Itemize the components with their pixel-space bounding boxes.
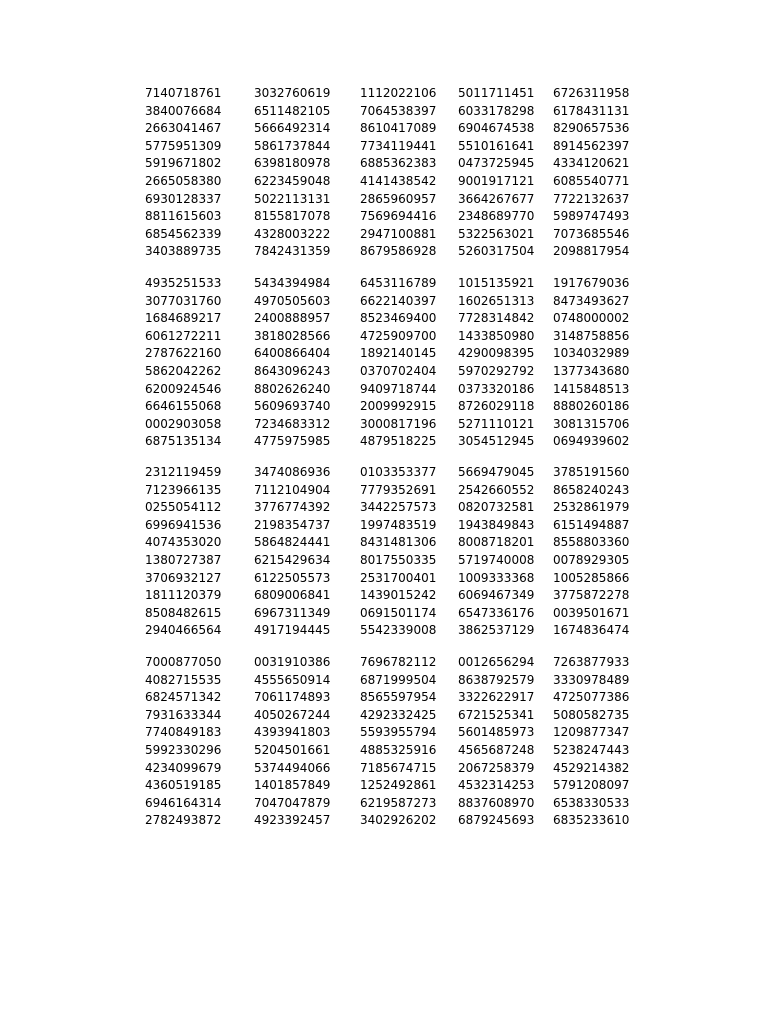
number-cell: 3148758856: [553, 328, 630, 343]
number-cell: 7931633344: [145, 707, 222, 722]
number-cell: 8473493627: [553, 293, 630, 308]
number-cell: 4917194445: [254, 623, 331, 638]
number-cell: 6946164314: [145, 795, 222, 810]
number-cell: 3000817196: [360, 416, 437, 431]
number-cell: 6538330533: [553, 795, 630, 810]
number-cell: 4879518225: [360, 434, 437, 449]
number-cell: 1684689217: [145, 311, 222, 326]
number-cell: 5601485973: [458, 725, 535, 740]
number-cell: 3032760619: [254, 86, 331, 100]
number-cell: 8508482615: [145, 605, 222, 620]
number-cell: 6400866404: [254, 346, 331, 361]
number-cell: 1602651313: [458, 293, 535, 308]
number-cell: 2400888957: [254, 311, 331, 326]
number-cell: 0039501671: [553, 605, 630, 620]
number-cell: 6854562339: [145, 226, 222, 241]
number-cell: 1997483519: [360, 517, 437, 532]
number-cell: 3818028566: [254, 328, 331, 343]
number-cell: 6219587273: [360, 795, 437, 810]
number-cell: 7064538397: [360, 103, 437, 118]
number-cell: 8431481306: [360, 535, 437, 550]
number-cell: 0103353377: [360, 465, 437, 479]
number-cell: 5238247443: [553, 742, 630, 757]
number-cell: 2665058380: [145, 173, 222, 188]
number-cell: 8610417089: [360, 121, 437, 136]
number-cell: 1005285866: [553, 570, 630, 585]
number-cell: 0748000002: [553, 311, 630, 326]
number-cell: 5775951309: [145, 138, 222, 153]
number-cell: 6885362383: [360, 156, 437, 171]
number-cell: 8558803360: [553, 535, 630, 550]
number-cell: 8811615603: [145, 209, 222, 224]
number-cell: 0820732581: [458, 500, 535, 515]
number-cell: 4334120621: [553, 156, 630, 171]
number-cell: 1674836474: [553, 623, 630, 638]
number-cell: 6875135134: [145, 434, 222, 449]
number-cell: 2098817954: [553, 244, 630, 259]
number-cell: 4885325916: [360, 742, 437, 757]
number-cell: 6547336176: [458, 605, 535, 620]
number-cell: 6151494887: [553, 517, 630, 532]
number-cell: 6215429634: [254, 552, 331, 567]
number-cell: 4082715535: [145, 672, 222, 687]
number-cell: 6930128337: [145, 191, 222, 206]
number-cell: 2947100881: [360, 226, 437, 241]
number-cell: 5864824441: [254, 535, 331, 550]
number-cell: 8837608970: [458, 795, 535, 810]
number-cell: 7569694416: [360, 209, 437, 224]
number-cell: 2348689770: [458, 209, 535, 224]
number-cell: 6721525341: [458, 707, 535, 722]
number-cell: 7047047879: [254, 795, 331, 810]
number-cell: 1209877347: [553, 725, 630, 740]
number-cell: 3402926202: [360, 813, 437, 828]
number-cell: 0255054112: [145, 500, 222, 515]
number-cell: 6726311958: [553, 86, 630, 100]
number-cell: 6122505573: [254, 570, 331, 585]
number-cell: 0373320186: [458, 381, 535, 396]
number-cell: 2312119459: [145, 465, 222, 479]
number-cell: 6879245693: [458, 813, 535, 828]
number-cell: 5609693740: [254, 399, 331, 414]
number-cell: 5374494066: [254, 760, 331, 775]
number-cell: 5080582735: [553, 707, 630, 722]
number-cell: 6967311349: [254, 605, 331, 620]
number-cell: 5593955794: [360, 725, 437, 740]
number-cell: 4360519185: [145, 778, 222, 793]
number-cell: 7112104904: [254, 482, 331, 497]
number-cell: 3077031760: [145, 293, 222, 308]
number-cell: 1811120379: [145, 588, 222, 603]
number-cell: 8523469400: [360, 311, 437, 326]
number-cell: 4290098395: [458, 346, 535, 361]
number-cell: 3474086936: [254, 465, 331, 479]
number-cell: 7234683312: [254, 416, 331, 431]
number-cell: 7842431359: [254, 244, 331, 259]
number-cell: 4292332425: [360, 707, 437, 722]
number-cell: 3664267677: [458, 191, 535, 206]
number-cell: 0473725945: [458, 156, 535, 171]
number-cell: 7734119441: [360, 138, 437, 153]
number-cell: 1009333368: [458, 570, 535, 585]
number-cell: 6646155068: [145, 399, 222, 414]
number-cell: 6085540771: [553, 173, 630, 188]
number-cell: 3706932127: [145, 570, 222, 585]
number-cell: 5434394984: [254, 276, 331, 290]
number-cell: 3785191560: [553, 465, 630, 479]
number-cell: 5204501661: [254, 742, 331, 757]
number-cell: 6061272211: [145, 328, 222, 343]
number-cell: 4555650914: [254, 672, 331, 687]
number-cell: 0691501174: [360, 605, 437, 620]
number-cell: 6223459048: [254, 173, 331, 188]
number-cell: 5022113131: [254, 191, 331, 206]
number-cell: 1112022106: [360, 86, 437, 100]
number-cell: 6904674538: [458, 121, 535, 136]
number-cell: 0002903058: [145, 416, 222, 431]
number-cell: 8290657536: [553, 121, 630, 136]
number-cell: 3322622917: [458, 690, 535, 705]
number-cell: 4935251533: [145, 276, 222, 290]
number-cell: 7140718761: [145, 86, 222, 100]
number-cell: 7779352691: [360, 482, 437, 497]
number-cell: 8017550335: [360, 552, 437, 567]
number-cell: 4970505603: [254, 293, 331, 308]
number-cell: 7722132637: [553, 191, 630, 206]
number-cell: 4050267244: [254, 707, 331, 722]
number-cell: 0694939602: [553, 434, 630, 449]
number-cell: 4328003222: [254, 226, 331, 241]
number-cell: 0370702404: [360, 363, 437, 378]
number-cell: 1034032989: [553, 346, 630, 361]
number-cell: 9001917121: [458, 173, 535, 188]
number-cell: 7061174893: [254, 690, 331, 705]
number-cell: 6069467349: [458, 588, 535, 603]
number-cell: 8802626240: [254, 381, 331, 396]
number-cell: 2865960957: [360, 191, 437, 206]
number-cell: 2940466564: [145, 623, 222, 638]
number-cell: 1415848513: [553, 381, 630, 396]
number-cell: 5862042262: [145, 363, 222, 378]
number-cell: 4923392457: [254, 813, 331, 828]
number-cell: 8638792579: [458, 672, 535, 687]
number-cell: 5719740008: [458, 552, 535, 567]
number-cell: 5542339008: [360, 623, 437, 638]
number-cell: 8565597954: [360, 690, 437, 705]
number-cell: 5260317504: [458, 244, 535, 259]
number-cell: 6824571342: [145, 690, 222, 705]
number-cell: 2782493872: [145, 813, 222, 828]
number-cell: 5970292792: [458, 363, 535, 378]
number-cell: 8914562397: [553, 138, 630, 153]
number-cell: 4141438542: [360, 173, 437, 188]
number-cell: 6835233610: [553, 813, 630, 828]
number-cell: 3442257573: [360, 500, 437, 515]
number-cell: 1380727387: [145, 552, 222, 567]
number-cell: 1943849843: [458, 517, 535, 532]
number-cell: 7123966135: [145, 482, 222, 497]
number-cell: 1377343680: [553, 363, 630, 378]
number-cell: 6033178298: [458, 103, 535, 118]
number-cell: 9409718744: [360, 381, 437, 396]
number-cell: 8643096243: [254, 363, 331, 378]
number-cell: 2198354737: [254, 517, 331, 532]
number-cell: 1252492861: [360, 778, 437, 793]
number-cell: 5992330296: [145, 742, 222, 757]
number-cell: 7263877933: [553, 655, 630, 669]
number-cell: 4529214382: [553, 760, 630, 775]
number-cell: 5989747493: [553, 209, 630, 224]
number-cell: 2531700401: [360, 570, 437, 585]
number-cell: 3862537129: [458, 623, 535, 638]
number-cell: 6809006841: [254, 588, 331, 603]
number-cell: 6511482105: [254, 103, 331, 118]
number-cell: 6622140397: [360, 293, 437, 308]
number-cell: 6178431131: [553, 103, 630, 118]
number-cell: 1917679036: [553, 276, 630, 290]
number-cell: 7728314842: [458, 311, 535, 326]
number-cell: 2067258379: [458, 760, 535, 775]
number-cell: 6453116789: [360, 276, 437, 290]
number-cell: 4234099679: [145, 760, 222, 775]
number-cell: 4775975985: [254, 434, 331, 449]
number-cell: 5271110121: [458, 416, 535, 431]
number-cell: 6398180978: [254, 156, 331, 171]
number-cell: 2009992915: [360, 399, 437, 414]
number-cell: 1439015242: [360, 588, 437, 603]
number-cell: 3840076684: [145, 103, 222, 118]
number-cell: 3330978489: [553, 672, 630, 687]
number-cell: 6200924546: [145, 381, 222, 396]
number-cell: 0012656294: [458, 655, 535, 669]
number-cell: 8726029118: [458, 399, 535, 414]
number-cell: 5669479045: [458, 465, 535, 479]
number-cell: 6871999504: [360, 672, 437, 687]
number-cell: 4532314253: [458, 778, 535, 793]
number-cell: 4393941803: [254, 725, 331, 740]
number-cell: 5791208097: [553, 778, 630, 793]
number-cell: 3403889735: [145, 244, 222, 259]
number-cell: 3081315706: [553, 416, 630, 431]
number-cell: 8880260186: [553, 399, 630, 414]
number-cell: 2532861979: [553, 500, 630, 515]
number-cell: 5666492314: [254, 121, 331, 136]
number-cell: 5919671802: [145, 156, 222, 171]
number-cell: 8658240243: [553, 482, 630, 497]
number-cell: 5861737844: [254, 138, 331, 153]
number-cell: 1015135921: [458, 276, 535, 290]
number-cell: 3054512945: [458, 434, 535, 449]
number-cell: 8155817078: [254, 209, 331, 224]
number-cell: 4725909700: [360, 328, 437, 343]
number-cell: 1892140145: [360, 346, 437, 361]
number-cell: 3775872278: [553, 588, 630, 603]
number-cell: 4074353020: [145, 535, 222, 550]
number-cell: 7073685546: [553, 226, 630, 241]
number-cell: 6996941536: [145, 517, 222, 532]
number-cell: 7000877050: [145, 655, 222, 669]
number-cell: 7740849183: [145, 725, 222, 740]
number-cell: 5011711451: [458, 86, 535, 100]
number-cell: 2787622160: [145, 346, 222, 361]
number-cell: 5322563021: [458, 226, 535, 241]
number-cell: 7696782112: [360, 655, 437, 669]
number-cell: 2663041467: [145, 121, 222, 136]
number-cell: 1433850980: [458, 328, 535, 343]
number-cell: 0078929305: [553, 552, 630, 567]
number-cell: 0031910386: [254, 655, 331, 669]
number-cell: 2542660552: [458, 482, 535, 497]
number-cell: 7185674715: [360, 760, 437, 775]
number-cell: 1401857849: [254, 778, 331, 793]
number-cell: 4565687248: [458, 742, 535, 757]
number-cell: 4725077386: [553, 690, 630, 705]
number-cell: 3776774392: [254, 500, 331, 515]
number-cell: 8008718201: [458, 535, 535, 550]
number-cell: 8679586928: [360, 244, 437, 259]
number-cell: 5510161641: [458, 138, 535, 153]
